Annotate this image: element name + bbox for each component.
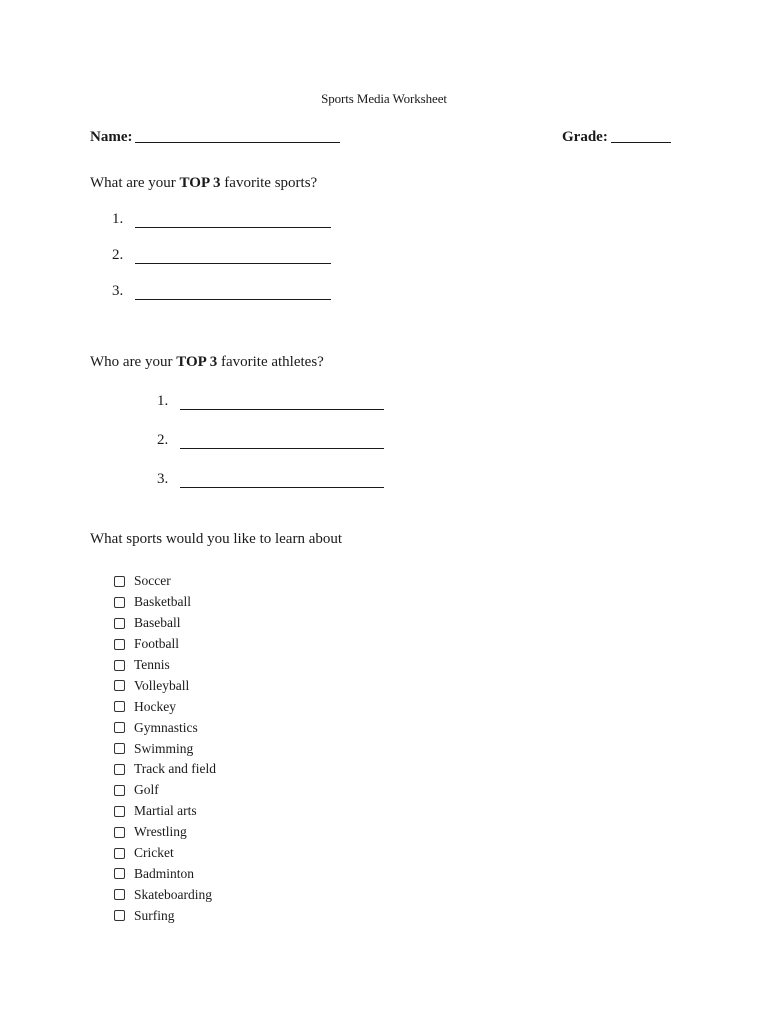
checkbox[interactable] (114, 785, 125, 796)
checklist-item[interactable] (114, 571, 216, 592)
answer-blank[interactable] (135, 285, 331, 300)
list-item (157, 432, 384, 471)
item-number: 3. (112, 283, 124, 299)
checkbox[interactable] (114, 660, 125, 671)
checkbox-label: Baseball (134, 615, 181, 631)
worksheet-title: Sports Media Worksheet (321, 91, 447, 106)
checkbox[interactable] (114, 701, 125, 712)
checkbox[interactable] (114, 639, 125, 650)
checkbox[interactable] (114, 722, 125, 733)
checkbox-label: Wrestling (134, 824, 187, 840)
grade-label: Grade: (562, 129, 608, 145)
name-field[interactable] (90, 128, 340, 146)
item-number: 2. (157, 432, 169, 448)
checkbox-label: Surfing (134, 907, 175, 923)
checkbox-label: Hockey (134, 698, 176, 714)
question-favorite-athletes (90, 354, 324, 371)
item-number: 2. (112, 247, 124, 263)
answer-blank[interactable] (135, 249, 331, 264)
checkbox[interactable] (114, 910, 125, 921)
checklist-item[interactable] (114, 822, 216, 843)
checkbox-label: Badminton (134, 865, 194, 881)
checklist-item[interactable] (114, 592, 216, 613)
checklist-item[interactable] (114, 780, 216, 801)
checkbox[interactable] (114, 827, 125, 838)
list-item (112, 247, 331, 283)
question-favorite-sports (90, 175, 317, 192)
question-emphasis: TOP 3 (179, 175, 221, 191)
checkbox-label: Gymnastics (134, 719, 198, 735)
checklist-item[interactable] (114, 675, 216, 696)
checkbox-label: Soccer (134, 573, 171, 589)
checklist-item[interactable] (114, 843, 216, 864)
checkbox-label: Volleyball (134, 677, 190, 693)
checkbox-label: Basketball (134, 594, 191, 610)
question-emphasis: TOP 3 (176, 354, 218, 370)
answer-blank[interactable] (180, 395, 384, 410)
sports-checklist (114, 571, 216, 926)
checkbox[interactable] (114, 848, 125, 859)
checkbox[interactable] (114, 806, 125, 817)
list-item (157, 393, 384, 432)
list-item (112, 211, 331, 247)
checkbox[interactable] (114, 889, 125, 900)
question-text: What are your (90, 175, 180, 191)
checklist-item[interactable] (114, 884, 216, 905)
checklist-item[interactable] (114, 717, 216, 738)
checkbox-label: Swimming (134, 740, 194, 756)
list-item (112, 283, 331, 319)
checkbox[interactable] (114, 743, 125, 754)
checkbox-label: Track and field (134, 761, 216, 777)
checklist-item[interactable] (114, 801, 216, 822)
checklist-item[interactable] (114, 696, 216, 717)
checkbox[interactable] (114, 868, 125, 879)
favorite-sports-list (112, 211, 331, 319)
grade-blank[interactable] (611, 128, 671, 143)
question-learn-sports: What sports would you like to learn about (90, 531, 343, 547)
checklist-item[interactable] (114, 738, 216, 759)
checkbox-label: Cricket (134, 845, 174, 861)
item-number: 1. (157, 393, 169, 409)
checkbox[interactable] (114, 680, 125, 691)
checkbox-label: Tennis (134, 657, 170, 672)
checkbox[interactable] (114, 597, 125, 608)
question-text: favorite sports? (220, 175, 318, 191)
name-label: Name: (90, 129, 133, 145)
checklist-item[interactable] (114, 634, 216, 655)
checkbox-label: Football (134, 636, 180, 652)
answer-blank[interactable] (135, 213, 331, 228)
checklist-item[interactable] (114, 905, 216, 926)
grade-field[interactable] (562, 128, 671, 146)
answer-blank[interactable] (180, 434, 384, 449)
question-text: favorite athletes? (217, 354, 324, 370)
item-number: 3. (157, 471, 169, 487)
checklist-item[interactable] (114, 655, 216, 676)
checklist-item[interactable] (114, 613, 216, 634)
favorite-athletes-list (157, 393, 384, 510)
answer-blank[interactable] (180, 473, 384, 488)
name-blank[interactable] (135, 128, 340, 143)
checkbox-label: Martial arts (134, 803, 197, 819)
checkbox-label: Golf (134, 782, 159, 798)
checkbox[interactable] (114, 576, 125, 587)
checkbox[interactable] (114, 764, 125, 775)
checkbox-label: Skateboarding (134, 886, 212, 902)
checklist-item[interactable] (114, 863, 216, 884)
item-number: 1. (112, 211, 124, 227)
checkbox[interactable] (114, 618, 125, 629)
checklist-item[interactable] (114, 759, 216, 780)
question-text: Who are your (90, 354, 177, 370)
list-item (157, 471, 384, 510)
